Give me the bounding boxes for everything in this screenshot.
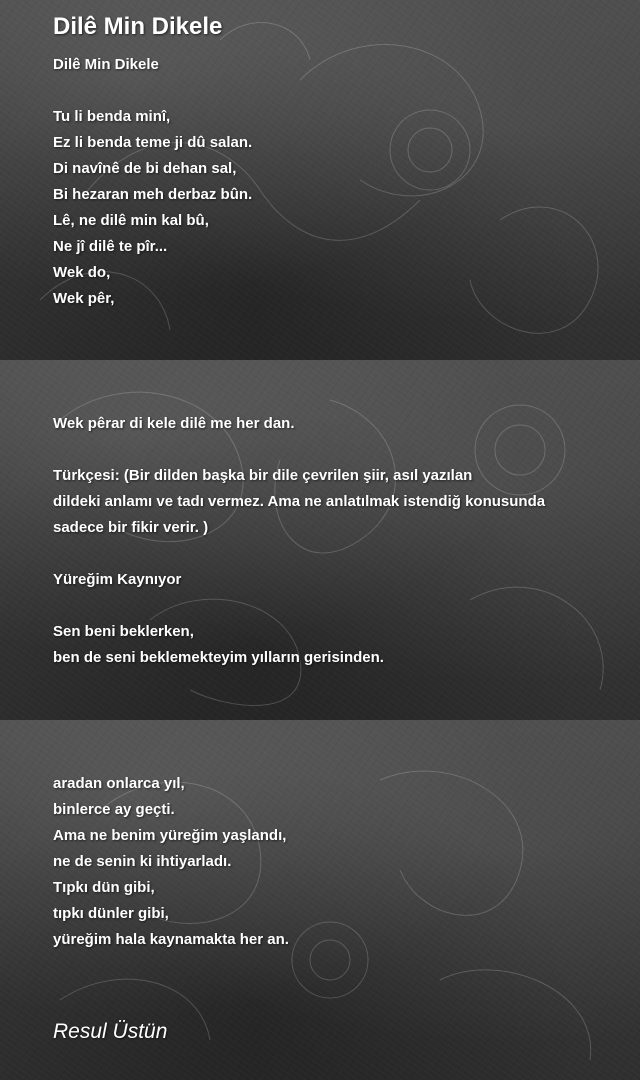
poem-stanza-1 <box>53 52 252 312</box>
poem-line: Yüreğim Kaynıyor <box>53 571 182 588</box>
poem-line: Ama ne benim yüreğim yaşlandı, <box>53 827 287 844</box>
poem-line: ben de seni beklemekteyim yılların gerisinden. <box>53 649 384 666</box>
author-name: Resul Üstün <box>53 1020 168 1043</box>
poem-stanza-2 <box>53 411 545 671</box>
poem-line: Türkçesi: (Bir dilden başka bir dile çevrilen şiir, asıl yazılan <box>53 467 473 484</box>
poem-line <box>53 437 545 463</box>
poem-line: sadece bir fikir verir. ) <box>53 519 209 536</box>
poem-line: Tıpkı dün gibi, <box>53 879 155 896</box>
poem-line: aradan onlarca yıl, <box>53 775 185 792</box>
poem-line <box>53 78 252 104</box>
poem-line: dildeki anlamı ve tadı vermez. Ama ne anlatılmak istendiğ konusunda <box>53 493 546 510</box>
poem-line: ne de senin ki ihtiyarladı. <box>53 853 232 870</box>
poem-line: binlerce ay geçti. <box>53 801 175 818</box>
poem-line <box>53 593 545 619</box>
poem-line: Wek do, <box>53 264 111 281</box>
poem-line: Bi hezaran meh derbaz bûn. <box>53 186 253 203</box>
poem-line: Di navînê de bi dehan sal, <box>53 160 237 177</box>
poem-line: tıpkı dünler gibi, <box>53 905 169 922</box>
poem-panel-1 <box>0 0 640 360</box>
poem-line: Wek pêrar di kele dilê me her dan. <box>53 415 295 432</box>
poem-line <box>53 541 545 567</box>
poem-panel-3 <box>0 720 640 1080</box>
poem-line: Sen beni beklerken, <box>53 623 194 640</box>
poem-line: Wek pêr, <box>53 290 115 307</box>
poem-line: Dilê Min Dikele <box>53 56 159 73</box>
poem-title: Dilê Min Dikele <box>53 13 223 40</box>
poem-line: Ne jî dilê te pîr... <box>53 238 168 255</box>
poem-panel-2 <box>0 360 640 720</box>
poem-line: Lê, ne dilê min kal bû, <box>53 212 209 229</box>
poem-stanza-3 <box>53 771 289 953</box>
poem-line: yüreğim hala kaynamakta her an. <box>53 931 289 948</box>
poem-line: Tu li benda minî, <box>53 108 171 125</box>
poem-line: Ez li benda teme ji dû salan. <box>53 134 253 151</box>
